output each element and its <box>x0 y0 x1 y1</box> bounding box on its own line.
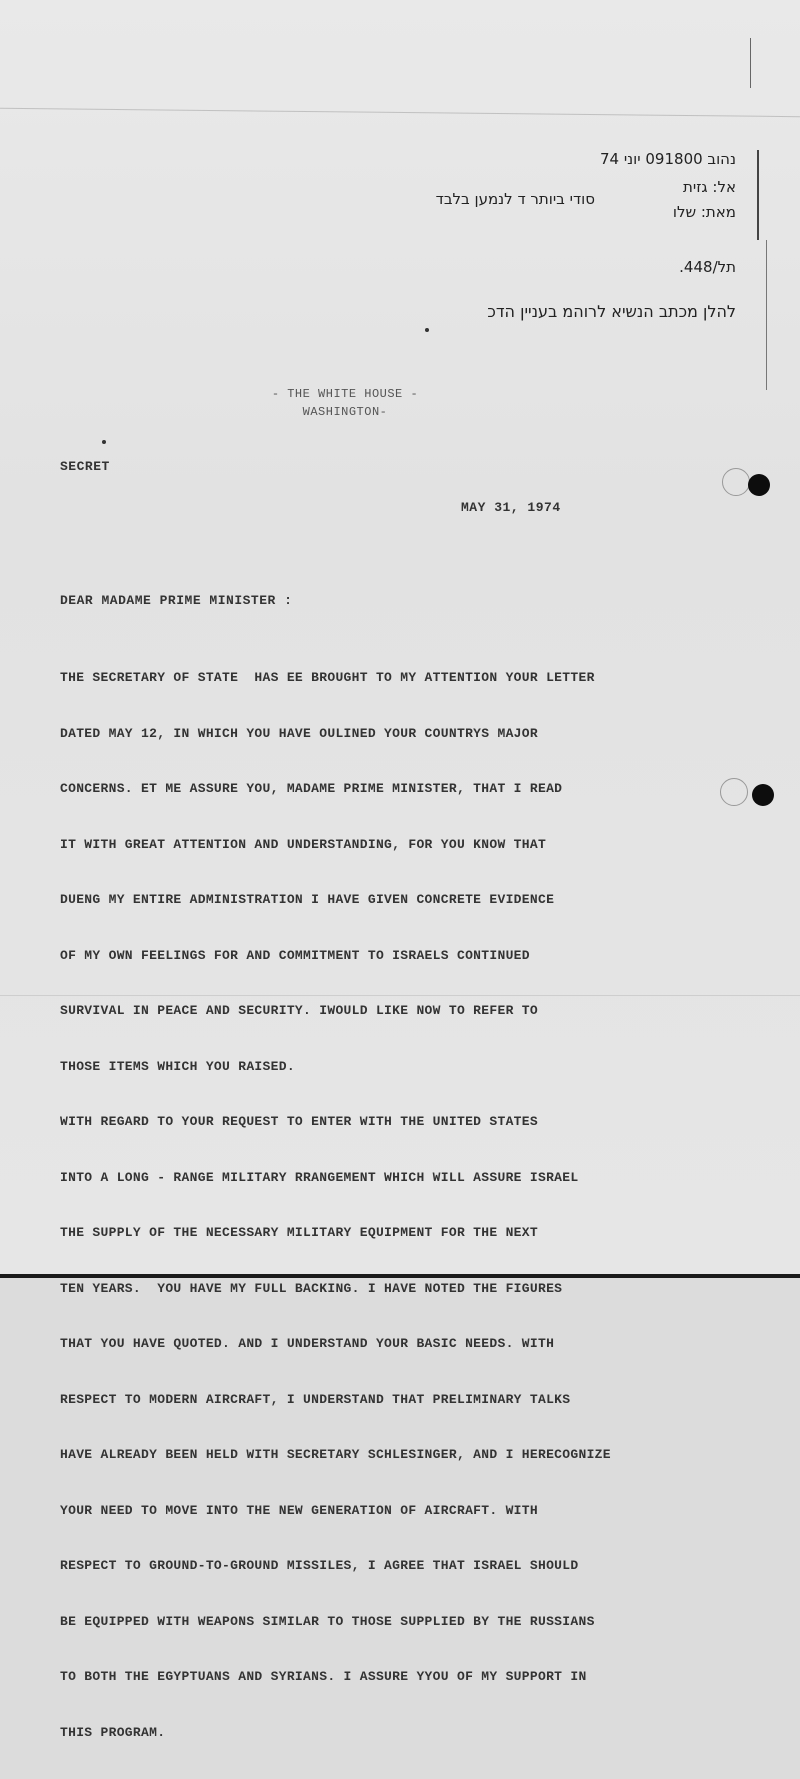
classification-marking: SECRET <box>60 459 110 474</box>
body-line: WITH REGARD TO YOUR REQUEST TO ENTER WITH THE UNITED STATES <box>60 1114 538 1129</box>
hebrew-to-line: אל: גזית <box>683 178 736 196</box>
body-line: RESPECT TO GROUND-TO-GROUND MISSILES, I AGREE THAT ISRAEL SHOULD <box>60 1558 579 1573</box>
body-line: THE SUPPLY OF THE NECESSARY MILITARY EQUIPMENT FOR THE NEXT <box>60 1225 538 1240</box>
body-line: SURVIVAL IN PEACE AND SECURITY. IWOULD LIKE NOW TO REFER TO <box>60 1003 538 1018</box>
body-line: THOSE ITEMS WHICH YOU RAISED. <box>60 1058 295 1074</box>
hebrew-subject-line: להלן מכתב הנשיא לרוהמ בעניין הדכ <box>487 302 736 321</box>
body-line: BE EQUIPPED WITH WEAPONS SIMILAR TO THOSE SUPPLIED BY THE RUSSIANS <box>60 1613 595 1629</box>
body-line: DUENG MY ENTIRE ADMINISTRATION I HAVE GIVEN CONCRETE EVIDENCE <box>60 892 555 907</box>
hebrew-reference-number: תל/448. <box>679 258 736 276</box>
punch-hole-ring <box>720 778 748 806</box>
body-line: HAVE ALREADY BEEN HELD WITH SECRETARY SCHLESINGER, AND I HERECOGNIZE <box>60 1447 611 1462</box>
hebrew-from-line: מאת: שלו <box>672 203 736 221</box>
scan-edge <box>0 1274 800 1278</box>
paper-crease <box>0 108 800 117</box>
body-line: YOUR NEED TO MOVE INTO THE NEW GENERATION OF AIRCRAFT. WITH <box>60 1502 538 1518</box>
body-line: TO BOTH THE EGYPTUANS AND SYRIANS. I ASSURE YYOU OF MY SUPPORT IN <box>60 1669 587 1684</box>
salutation: DEAR MADAME PRIME MINISTER : <box>60 593 293 608</box>
body-line: DATED MAY 12, IN WHICH YOU HAVE OULINED YOUR COUNTRYS MAJOR <box>60 725 538 741</box>
letter-body <box>60 632 750 1779</box>
hebrew-classification: סודי ביותר ד לנמען בלבד <box>435 190 595 208</box>
body-line: INTO A LONG - RANGE MILITARY RRANGEMENT WHICH WILL ASSURE ISRAEL <box>60 1169 579 1185</box>
punch-hole <box>748 474 770 496</box>
letterhead-city: WASHINGTON- <box>302 405 388 419</box>
ink-speck <box>102 440 106 444</box>
body-line: RESPECT TO MODERN AIRCRAFT, I UNDERSTAND THAT PRELIMINARY TALKS <box>60 1391 571 1407</box>
body-line: OF MY OWN FEELINGS FOR AND COMMITMENT TO ISRAELS CONTINUED <box>60 947 530 963</box>
punch-hole <box>752 784 774 806</box>
hebrew-routing-line: נהוב 091800 יוני 74 <box>599 150 736 168</box>
punch-hole-ring <box>722 468 750 496</box>
body-line: IT WITH GREAT ATTENTION AND UNDERSTANDING, FOR YOU KNOW THAT <box>60 836 547 852</box>
body-line: THIS PROGRAM. <box>60 1724 166 1740</box>
body-line: TEN YEARS. YOU HAVE MY FULL BACKING. I HAVE NOTED THE FIGURES <box>60 1280 563 1296</box>
letterhead-title: - THE WHITE HOUSE - <box>271 387 419 401</box>
body-line: CONCERNS. ET ME ASSURE YOU, MADAME PRIME MINISTER, THAT I READ <box>60 781 563 796</box>
letter-date: MAY 31, 1974 <box>461 500 561 515</box>
ink-speck <box>425 328 429 332</box>
body-line: THAT YOU HAVE QUOTED. AND I UNDERSTAND YOUR BASIC NEEDS. WITH <box>60 1336 555 1351</box>
body-line: THE SECRETARY OF STATE HAS EE BROUGHT TO MY ATTENTION YOUR LETTER <box>60 670 595 685</box>
stamp-border <box>757 150 759 240</box>
edge-mark <box>750 38 751 88</box>
stamp-border <box>766 240 767 390</box>
